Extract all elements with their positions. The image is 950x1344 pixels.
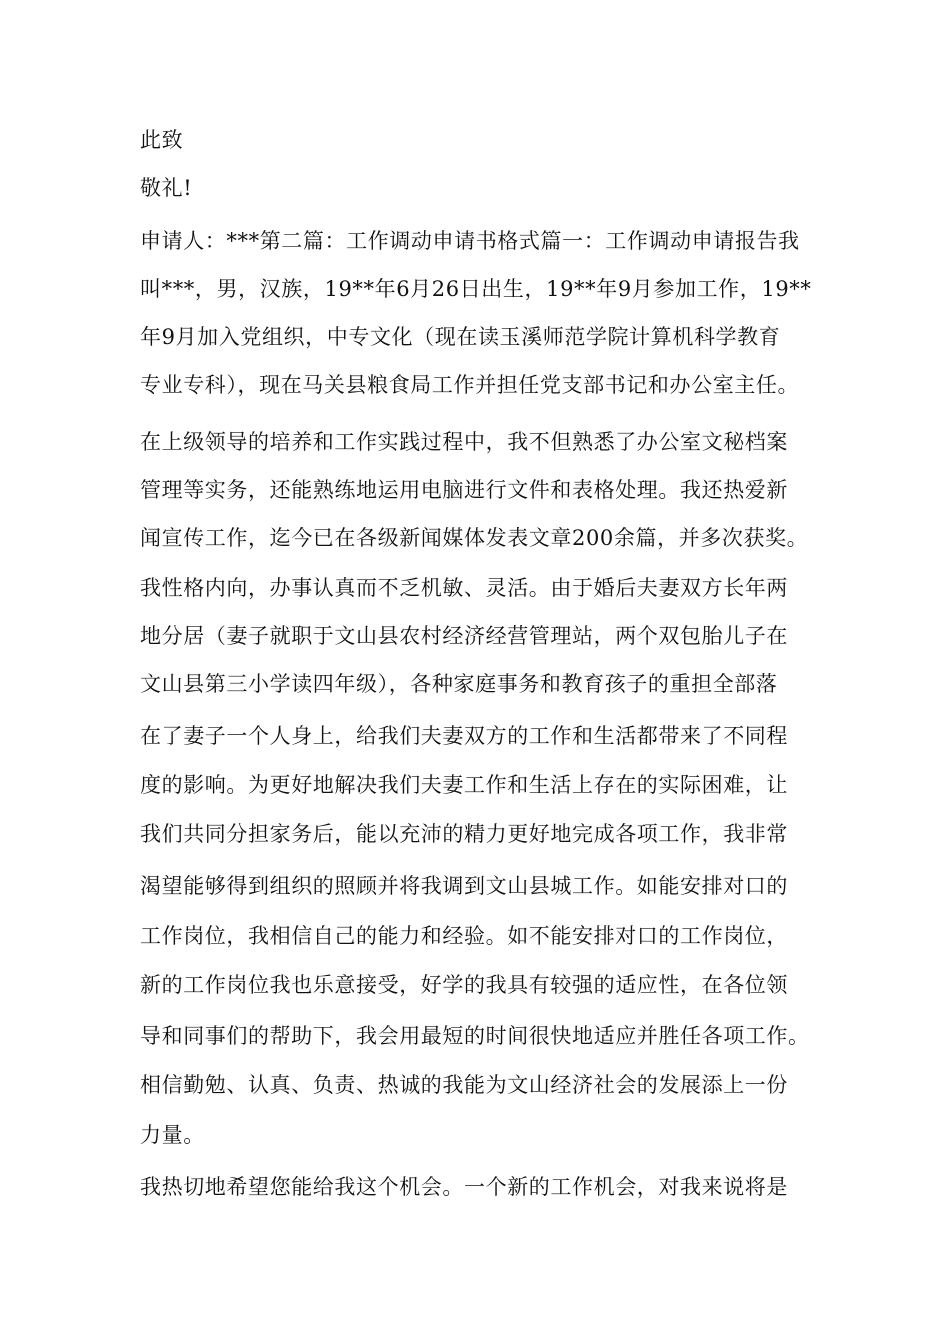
paragraph-line: 在了妻子一个人身上，给我们夫妻双方的工作和生活都带来了不同程 — [140, 724, 788, 748]
paragraph-line: 相信勤勉、认真、负责、热诚的我能为文山经济社会的发展添上一份 — [140, 1073, 788, 1097]
paragraph-line: 我性格内向，办事认真而不乏机敏、灵活。由于婚后夫妻双方长年两 — [140, 576, 788, 600]
paragraph-line: 工作岗位，我相信自己的能力和经验。如不能安排对口的工作岗位， — [140, 924, 788, 948]
paragraph-line: 叫***，男，汉族，19**年6月26日出生，19**年9月参加工作，19** — [140, 277, 812, 301]
paragraph-line: 闻宣传工作，迄今已在各级新闻媒体发表文章200余篇，并多次获奖。 — [140, 526, 809, 550]
paragraph-line: 年9月加入党组织，中专文化（现在读玉溪师范学院计算机科学教育 — [140, 325, 781, 349]
salutation-line: 敬礼! — [140, 176, 193, 200]
paragraph-line: 管理等实务，还能熟练地运用电脑进行文件和表格处理。我还热爱新 — [140, 478, 788, 502]
paragraph-line: 导和同事们的帮助下，我会用最短的时间很快地适应并胜任各项工作。 — [140, 1024, 810, 1048]
paragraph-line: 申请人：***第二篇：工作调动申请书格式篇一：工作调动申请报告我 — [140, 229, 800, 253]
paragraph-line: 地分居（妻子就职于文山县农村经济经营管理站，两个双包胎儿子在 — [140, 624, 788, 648]
paragraph-line: 度的影响。为更好地解决我们夫妻工作和生活上存在的实际困难，让 — [140, 773, 788, 797]
paragraph-line: 专业专科），现在马关县粮食局工作并担任党支部书记和办公室主任。 — [140, 373, 800, 397]
paragraph-line: 力量。 — [140, 1123, 205, 1147]
paragraph-line: 我热切地希望您能给我这个机会。一个新的工作机会，对我来说将是 — [140, 1175, 788, 1199]
paragraph-line: 在上级领导的培养和工作实践过程中，我不但熟悉了办公室文秘档案 — [140, 430, 788, 454]
paragraph-line: 我们共同分担家务后，能以充沛的精力更好地完成各项工作，我非常 — [140, 822, 788, 846]
paragraph-line: 文山县第三小学读四年级），各种家庭事务和教育孩子的重担全部落 — [140, 672, 778, 696]
paragraph-line: 渴望能够得到组织的照顾并将我调到文山县城工作。如能安排对口的 — [140, 874, 788, 898]
closing-line: 此致 — [140, 128, 184, 152]
paragraph-line: 新的工作岗位我也乐意接受，好学的我具有较强的适应性，在各位领 — [140, 973, 788, 997]
